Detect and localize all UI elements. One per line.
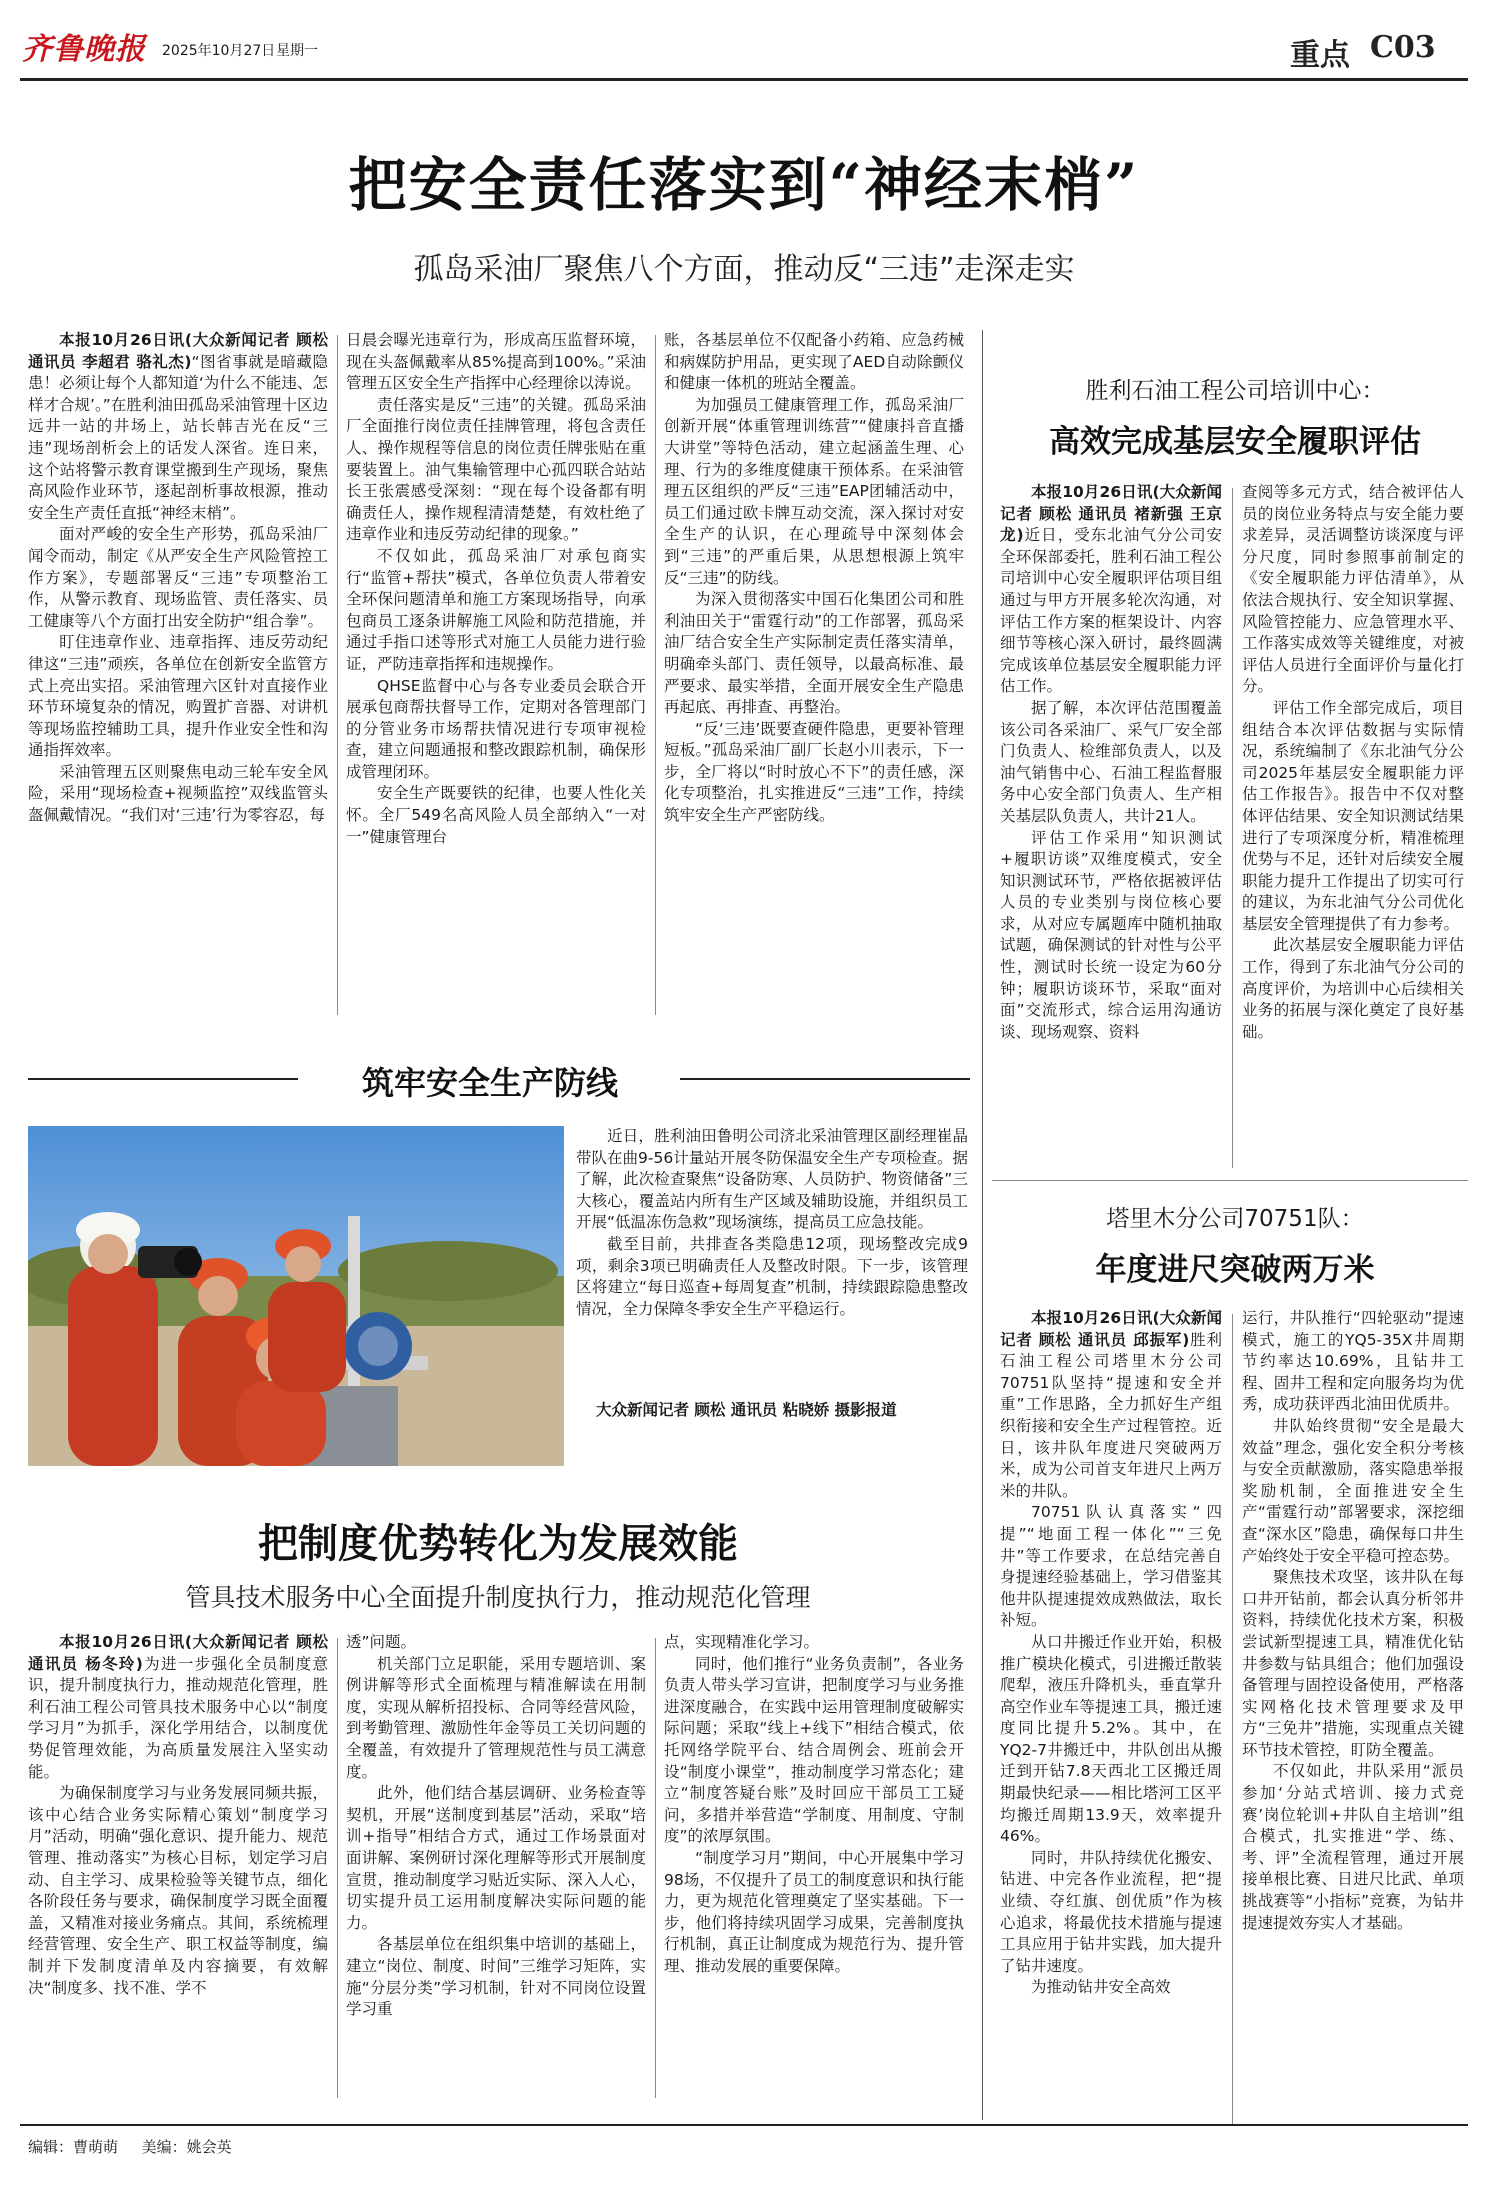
paragraph: 运行，井队推行“四轮驱动”提速模式，施工的YQ5-35X井周期节约率达10.69%，且钻井工程、固井工程和定向服务均为优秀，成功获评西北油田优质井。 [1242,1309,1464,1414]
paragraph: 此外，他们结合基层调研、业务检查等契机，开展“送制度到基层”活动，采取“培训+指导”相结合方式，通过工作场景面对面讲解、案例研讨深化理解等形式开展制度宣贯，推动制度学习贴近实际、深入人心，切实提升员工运用制度解决实际问题的能力。 [346,1784,646,1932]
paragraph: 据了解，本次评估范围覆盖该公司各采油厂、采气厂安全部门负责人、检维部负责人，以及油气销售中心、石油工程监督服务中心安全部门负责人、生产相关基层队负责人，共计21人。 [1000,698,1222,825]
main-byline: 本报10月26日讯(大众新闻记者 顾松 通讯员 李超君 骆礼杰) [28,331,328,371]
bottom-subhead: 管具技术服务中心全面提升制度执行力，推动规范化管理 [185,1583,811,1612]
right-top-kicker: 胜利石油工程公司培训中心： [1085,378,1385,404]
paragraph: 日晨会曝光违章行为，形成高压监督环境，现在头盔佩戴率从85%提高到100%。”采油管理五区安全生产指挥中心经理徐以涛说。 [346,331,646,393]
column-divider [655,1638,656,2098]
paragraph: 为进一步强化全员制度意识，提升制度执行力，推动规范化管理，胜利石油工程公司管具技术服务中心以“制度学习月”为抓手，深化学用结合，以制度优势促管理效能，为高质量发展注入坚实动能。 [28,1654,328,1781]
right-top-byline: 本报10月26日讯(大众新闻记者 顾松 通讯员 褚新强 王京龙) [1000,483,1222,545]
footer-rule [20,2124,1468,2126]
paragraph: 截至目前，共排查各类隐患12项，现场整改完成9项，剩余3项已明确责任人及整改时限。下一步，该管理区将建立“每日巡查+每周复查”机制，持续跟踪隐患整改情况，全力保障冬季安全生产平稳运行。 [576,1234,968,1318]
paragraph: 透”问题。 [346,1633,417,1651]
right-section-rule [992,1180,1468,1181]
bottom-article-col-3 [664,1632,964,2102]
main-article-col-3 [664,330,964,1020]
photo-banner-title: 筑牢安全生产防线 [361,1064,618,1102]
paragraph: 为深入贯彻落实中国石化集团公司和胜利油田关于“雷霆行动”的工作部署，孤岛采油厂结合安全生产实际制定责任落实清单，明确牵头部门、责任领导，以最高标准、最严要求、最实举措，全面开展安全生产隐患再起底、再排查、再整治。 [664,590,964,717]
paragraph: “制度学习月”期间，中心开展集中学习98场，不仅提升了员工的制度意识和执行能力，更为规范化管理奠定了坚实基础。下一步，他们将持续巩固学习成果，完善制度执行机制，真正让制度成为规范行为、提升管理、推动发展的重要保障。 [664,1848,964,1975]
page-number: C03 [1370,30,1436,65]
paragraph: 评估工作采用“知识测试+履职访谈”双维度模式，安全知识测试环节，严格依据被评估人员的专业类别与岗位核心要求，从对应专属题库中随机抽取试题，确保测试的针对性与公平性，测试时长统一设定为60分钟；履职访谈环节，采取“面对面”交流形式，综合运用沟通访谈、现场观察、资料 [1000,828,1222,1041]
right-bottom-byline: 本报10月26日讯(大众新闻记者 顾松 通讯员 邱振军) [1000,1309,1222,1349]
paragraph: 井队始终贯彻“安全是最大效益”理念，强化安全积分考核与安全贡献激励，落实隐患举报奖励机制，全面推进安全生产“雷霆行动”部署要求，深挖细查“深水区”隐患，确保每口井生产始终处于安全平稳可控态势。 [1242,1416,1464,1565]
editor-label: 编辑： [28,2138,74,2156]
paragraph: 为推动钻井安全高效 [1031,1978,1171,1997]
paragraph: 聚焦技术攻坚，该井队在每口井开钻前，都会认真分析邻井资料，持续优化技术方案，积极尝试新型提速工具，精准优化钻井参数与钻具组合；他们加强设备管理与固控设备使用，严格落实网格化技术管理要求及甲方“三免井”措施，实现重点关键环节技术管控，盯防全覆盖。 [1242,1568,1464,1759]
column-divider [337,335,338,1015]
paragraph: 采油管理五区则聚焦电动三轮车安全风险，采用“现场检查+视频监控”双线监管头盔佩戴情况。“我们对‘三违’行为零容忍，每 [28,762,328,825]
paragraph: QHSE监督中心与各专业委员会联合开展承包商帮扶督导工作，定期对各管理部门的分管业务市场帮扶情况进行专项审视检查，建立问题通报和整改跟踪机制，确保形成管理闭环。 [346,676,646,781]
main-article-col-1 [28,330,328,1020]
right-top-headline: 高效完成基层安全履职评估 [1049,424,1421,460]
paragraph: 机关部门立足职能，采用专题培训、案例讲解等形式全面梳理与精准解读在用制度，实现从解析招投标、合同等经营风险，到考勤管理、激励性年金等员工关切问题的全覆盖，有效提升了管理规范性与员工满意度。 [346,1654,646,1781]
paragraph: 不仅如此，井队采用“派员参加‘分站式培训、接力式竞赛’岗位轮训+井队自主培训”组合模式，扎实推进“学、练、考、评”全流程管理，通过开展接单根比赛、日进尺比武、单项挑战赛等“小指标”竞赛，为钻井提速提效夯实人才基础。 [1242,1762,1464,1932]
right-bottom-headline: 年度进尺突破两万米 [1095,1252,1375,1288]
right-bottom-col-2 [1242,1308,1464,2128]
paragraph: 各基层单位在组织集中培训的基础上，建立“岗位、制度、时间”三维学习矩阵，实施“分层分类”学习机制，针对不同岗位设置学习重 [346,1935,646,2019]
bottom-article-col-2 [346,1632,646,2102]
photo-story-text [576,1126,968,1376]
masthead-rule [20,78,1468,81]
section-label: 重点 [1290,38,1350,73]
photo-credit: 大众新闻记者 顾松 通讯员 粘晓娇 摄影报道 [596,1401,897,1419]
art-editor-name: 姚会英 [186,2138,232,2156]
paragraph: 责任落实是反“三违”的关键。孤岛采油厂全面推行岗位责任挂牌管理，将包含责任人、操作规程等信息的岗位责任牌张贴在重要装置上。油气集输管理中心孤四联合站站长王张震感受深刻：“现在每个设备都有明确责任人，操作规程清清楚楚，有效杜绝了违章作业和违反劳动纪律的现象。” [346,395,646,544]
paragraph: 70751队认真落实“四提”“地面工程一体化”“三免井”等工作要求，在总结完善自身提速经验基础上，学习借鉴其他井队提速提效成熟做法，取长补短。 [1000,1503,1222,1630]
newspaper-logo: 齐鲁晚报 [22,32,146,67]
column-divider [655,335,656,1015]
paragraph: 此次基层安全履职能力评估工作，得到了东北油气分公司的高度评价，为培训中心后续相关业务的拓展与深化奠定了良好基础。 [1242,936,1464,1041]
paragraph: 胜利石油工程公司塔里木分公司70751队坚持“提速和安全并重”工作思路，全力抓好生产组织衔接和安全生产过程管控。近日，该井队年度进尺突破两万米，成为公司首支年进尺上两万米的井队。 [1000,1330,1222,1500]
field-inspection-photo [28,1126,564,1466]
paragraph: 不仅如此，孤岛采油厂对承包商实行“监管+帮扶”模式，各单位负责人带着安全环保问题清单和施工方案现场指导，向承包商员工逐条讲解施工风险和防范措施，并通过手指口述等形式对施工人员能力进行验证，严防违章指挥和违规操作。 [346,546,646,673]
main-subhead: 孤岛采油厂聚焦八个方面，推动反“三违”走深走实 [413,252,1075,287]
issue-weekday: 星期一 [276,43,318,59]
art-editor-label: 美编： [141,2138,187,2156]
paragraph: 近日，胜利油田鲁明公司济北采油管理区副经理崔晶带队在曲9-56计量站开展冬防保温安全生产专项检查。据了解，此次检查聚焦“设备防寒、人员防护、物资储备”三大核心，覆盖站内所有生产区域及辅助设施，并组织员工开展“低温冻伤急救”现场演练，提高员工应急技能。 [576,1127,968,1232]
paragraph: 同时，井队持续优化搬安、钻进、中完各作业流程，把“提业绩、夺红旗、创优质”作为核心追求，将最优技术措施与提速工具应用于钻井实践，加大提升了钻井速度。 [1000,1848,1222,1975]
paragraph: 为确保制度学习与业务发展同频共振，该中心结合业务实际精心策划“制度学习月”活动，明确“强化意识、提升能力、规范管理、推动落实”为核心目标，划定学习启动、自主学习、成果检验等关键节点，细化各阶段任务与要求，确保制度学习既全面覆盖，又精准对接业务痛点。其间，系统梳理经营管理、安全生产、职工权益等制度，编制并下发制度清单及内容摘要，有效解决“制度多、找不准、学不 [28,1784,328,1997]
paragraph: 从口井搬迁作业开始，积极推广模块化模式，引进搬迁散装爬犁，液压升降机头，垂直掌升高空作业车等提速工具，搬迁速度同比提升5.2%。其中，在YQ2-7井搬迁中，井队创出从搬迁到开钻7.8天西北工区搬迁周期最快纪录——相比塔河工区平均搬迁周期13.9天，效率提升46%。 [1000,1632,1222,1846]
paragraph: 面对严峻的安全生产形势，孤岛采油厂闻令而动，制定《从严安全生产风险管控工作方案》，专题部署反“三违”专项整治工作，从警示教育、现场监管、责任落实、员工健康等八个方面打出安全防护“组合拳”。 [28,525,328,630]
inspection-scene-image [28,1126,564,1466]
paragraph: 近日，受东北油气分公司安全环保部委托，胜利石油工程公司培训中心安全履职评估项目组通过与甲方开展多轮次沟通，对评估工作方案的框架设计、内容细节等核心深入研讨，最终圆满完成该单位基层安全履职能力评估工作。 [1000,526,1222,696]
paragraph: 同时，他们推行“业务负责制”，各业务负责人带头学习宣讲，把制度学习与业务推进深度融合，在实践中运用管理制度破解实际问题；采取“线上+线下”相结合模式，依托网络学院平台、结合周例会、班前会开设“制度小课堂”，推动制度学习常态化；建立“制度答疑台账”及时回应干部员工工疑问，多措并举营造“学制度、用制度、守制度”的浓厚氛围。 [664,1654,964,1846]
column-divider [337,1638,338,2098]
paragraph: “反‘三违’既要查硬件隐患，更要补管理短板。”孤岛采油厂副厂长赵小川表示，下一步，全厂将以“时时放心不下”的责任感，深化专项整治，扎实推进反“三违”工作，持续筑牢安全生产严密防线。 [664,719,964,825]
right-top-col-1 [1000,482,1222,1172]
right-bottom-col-1 [1000,1308,1222,2128]
column-divider [1232,488,1233,1168]
footer-credits [28,2136,232,2157]
photo-banner-rule-left [28,1078,298,1080]
right-top-col-2 [1242,482,1464,1172]
paragraph: 点，实现精准化学习。 [664,1633,820,1651]
editor-name: 曹萌萌 [73,2138,119,2156]
paragraph: 为加强员工健康管理工作，孤岛采油厂创新开展“体重管理训练营”“健康抖音直播大讲堂”等特色活动，建立起涵盖生理、心理、行为的多维度健康干预体系。在采油管理五区组织的严反“三违”EAP团辅活动中，员工们通过欧卡牌互动交流，深入探讨对安全生产的认识，在心理疏导中深刻体会到“三违”的严重后果，从思想根源上筑牢反“三违”的防线。 [664,395,964,587]
column-divider [1232,1314,1233,2124]
paragraph: 盯住违章作业、违章指挥、违反劳动纪律这“三违”顽疾，各单位在创新安全监管方式上亮出实招。采油管理六区针对直接作业环节环境复杂的情况，购置扩音器、对讲机等现场监控辅助工具，提升作业安全性和沟通指挥效率。 [28,633,328,760]
paragraph: 安全生产既要铁的纪律，也要人性化关怀。全厂549名高风险人员全部纳入“一对一”健康管理台 [346,784,646,846]
paragraph: 账，各基层单位不仅配备小药箱、应急药械和病媒防护用品，更实现了AED自动除颤仪和健康一体机的班站全覆盖。 [664,331,964,393]
bottom-article-col-1 [28,1632,328,2102]
paragraph: “图省事就是暗藏隐患！必须让每个人都知道‘为什么不能违、怎样才合规’。”在胜利油田孤岛采油管理十区边远井一站的井场上，站长韩吉光在反“三违”现场剖析会上的话发人深省。连日来，这个站将警示教育课堂搬到生产现场，聚焦高风险作业环节，逐起剖析事故根源，推动安全生产责任直抵“神经末梢”。 [28,352,328,522]
right-section-divider [982,330,983,2120]
issue-date: 2025年10月27日 [162,43,276,59]
paragraph: 查阅等多元方式，结合被评估人员的岗位业务特点与安全能力要求差异，灵活调整访谈深度与评分尺度，同时参照事前制定的《安全履职能力评估清单》，从依法合规执行、安全知识掌握、风险管控能力、应急管理水平、工作落实成效等关键维度，对被评估人员进行全面评价与量化打分。 [1242,483,1464,696]
photo-banner-rule-right [680,1078,970,1080]
paragraph: 评估工作全部完成后，项目组结合本次评估数据与实际情况，系统编制了《东北油气分公司2025年基层安全履职能力评估工作报告》。报告中不仅对整体评估结果、安全知识测试结果进行了专项深度分析，精准梳理优势与不足，还针对后续安全履职能力提升工作提出了切实可行的建议，为东北油气分公司优化基层安全管理提供了有力参考。 [1242,698,1464,933]
main-headline: 把安全责任落实到“神经末梢” [348,151,1140,219]
bottom-headline: 把制度优势转化为发展效能 [258,1520,738,1567]
main-article-col-2 [346,330,646,1020]
right-bottom-kicker: 塔里木分公司70751队： [1106,1206,1364,1232]
bottom-byline: 本报10月26日讯(大众新闻记者 顾松 通讯员 杨冬玲) [28,1633,328,1673]
